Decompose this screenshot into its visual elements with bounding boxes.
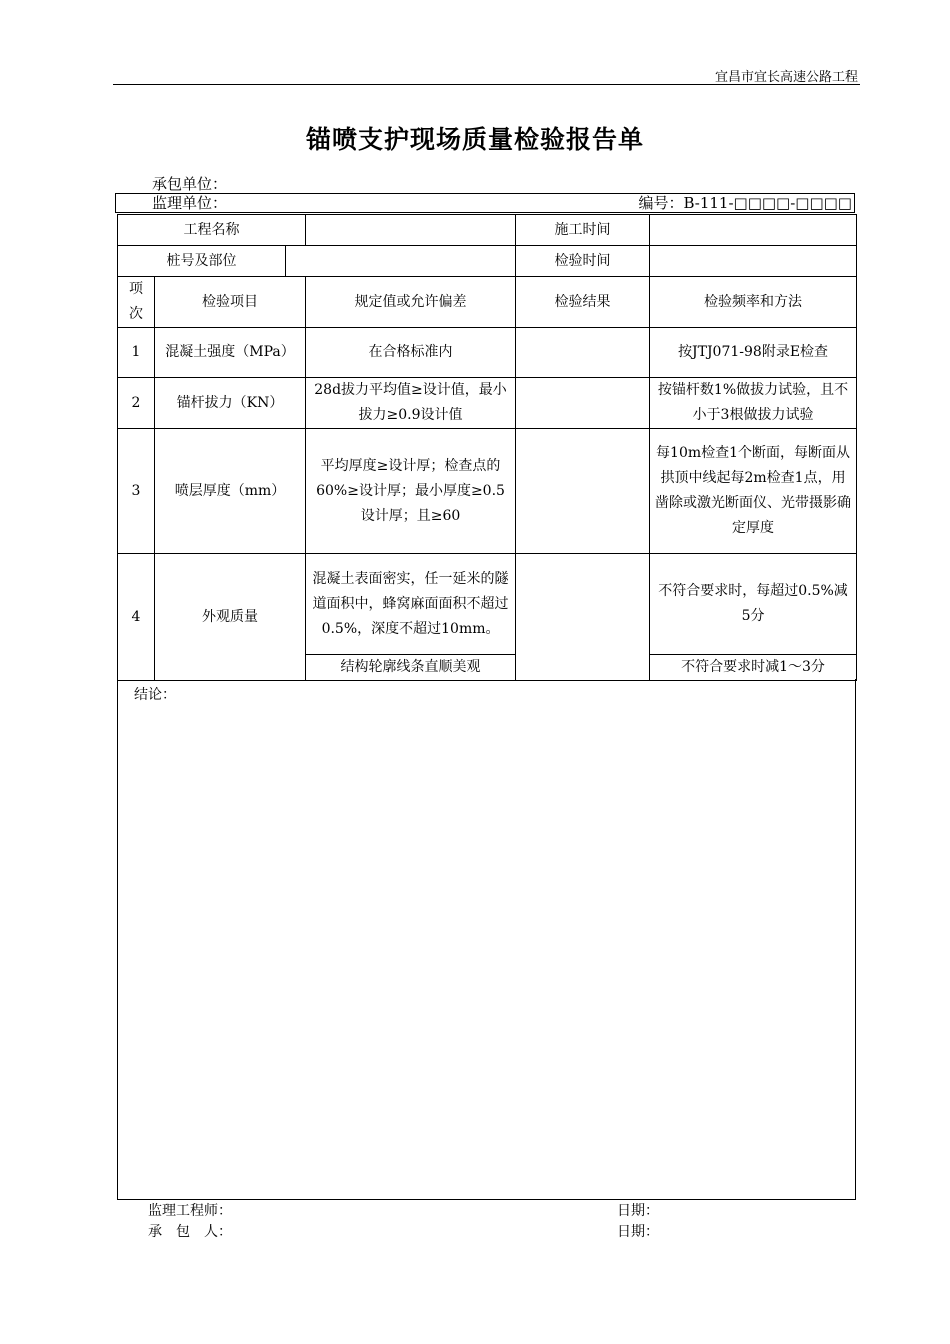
inspection-time-field[interactable] <box>650 246 857 277</box>
row-number: 4 <box>118 554 155 681</box>
row-number: 1 <box>118 328 155 378</box>
engineer-date-label: 日期： <box>617 1203 659 1219</box>
construction-time-field[interactable] <box>650 215 857 246</box>
row-result-field[interactable] <box>516 378 650 429</box>
row-item: 喷层厚度（mm） <box>155 429 306 554</box>
row-spec: 平均厚度≥设计厚；检查点的60%≥设计厚；最小厚度≥0.5设计厚；且≥60 <box>306 429 516 554</box>
info-row-1 <box>118 215 857 246</box>
table-row <box>118 554 857 655</box>
inspection-table <box>117 214 857 681</box>
table-row <box>118 328 857 378</box>
engineer-signature-label: 监理工程师： <box>148 1203 232 1219</box>
col-item-header: 检验项目 <box>155 277 306 328</box>
project-name-field[interactable] <box>306 215 516 246</box>
col-result-header: 检验结果 <box>516 277 650 328</box>
station-field[interactable] <box>286 246 516 277</box>
col-seq-header: 项次 <box>118 277 155 328</box>
row-method: 不符合要求时，每超过0.5%减5分 <box>650 554 857 655</box>
supervisor-label: 监理单位： <box>152 194 228 212</box>
header-rule <box>113 84 860 85</box>
contractor-signature-label: 承 包 人： <box>148 1224 232 1240</box>
info-row-2 <box>118 246 857 277</box>
conclusion-box[interactable] <box>117 679 856 1200</box>
row-method: 每10m检查1个断面，每断面从拱顶中线起每2m检查1点，用凿除或激光断面仪、光带摄影确定厚度 <box>650 429 857 554</box>
row-number: 3 <box>118 429 155 554</box>
header-project-name: 宜昌市宜长高速公路工程 <box>714 70 858 85</box>
col-spec-header: 规定值或允许偏差 <box>306 277 516 328</box>
row-result-field[interactable] <box>516 328 650 378</box>
row-spec-secondary: 结构轮廓线条直顺美观 <box>306 655 516 681</box>
column-header-row <box>118 277 857 328</box>
conclusion-label: 结论： <box>134 687 176 703</box>
row-result-field[interactable] <box>516 429 650 554</box>
serial-number: 编号：B-111-□□□□-□□□□ <box>638 194 852 212</box>
contractor-label: 承包单位： <box>152 175 228 193</box>
row-item: 锚杆拔力（KN） <box>155 378 306 429</box>
page-title: 锚喷支护现场质量检验报告单 <box>305 125 644 154</box>
row-item: 混凝土强度（MPa） <box>155 328 306 378</box>
row-item: 外观质量 <box>155 554 306 681</box>
row-spec: 在合格标准内 <box>306 328 516 378</box>
station-label: 桩号及部位 <box>118 246 286 277</box>
table-row <box>118 429 857 554</box>
row-spec: 混凝土表面密实，任一延米的隧道面积中，蜂窝麻面面积不超过0.5%，深度不超过10mm。 <box>306 554 516 655</box>
row-number: 2 <box>118 378 155 429</box>
row-result-field[interactable] <box>516 554 650 681</box>
contractor-date-label: 日期： <box>617 1224 659 1240</box>
row-method: 按锚杆数1%做拔力试验，且不小于3根做拔力试验 <box>650 378 857 429</box>
col-method-header: 检验频率和方法 <box>650 277 857 328</box>
construction-time-label: 施工时间 <box>516 215 650 246</box>
row-spec: 28d拔力平均值≥设计值，最小拔力≥0.9设计值 <box>306 378 516 429</box>
table-row <box>118 378 857 429</box>
row-method: 按JTJ071-98附录E检查 <box>650 328 857 378</box>
project-name-label: 工程名称 <box>118 215 306 246</box>
row-method-secondary: 不符合要求时减1～3分 <box>650 655 857 681</box>
inspection-time-label: 检验时间 <box>516 246 650 277</box>
